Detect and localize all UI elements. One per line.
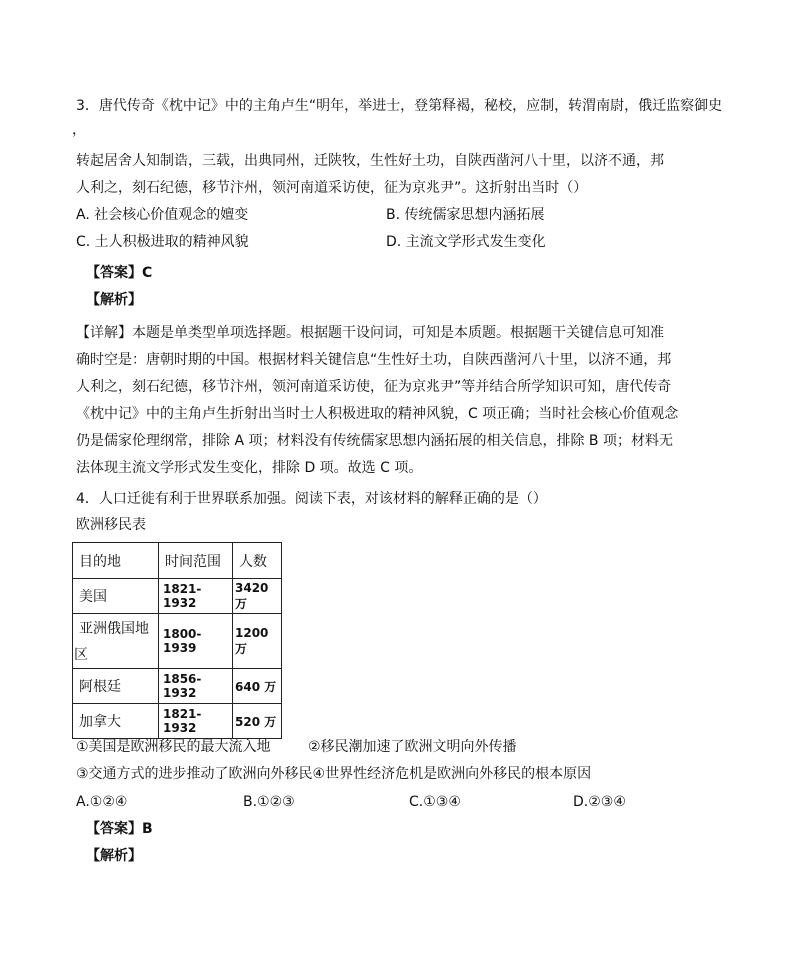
q3-detail-line-1: 【详解】本题是单类型单项选择题。根据题干设问词，可知是本质题。根据题干关键信息可知准 <box>76 325 664 341</box>
cell-destination <box>73 614 159 669</box>
cell-time-range: 1821-1932 <box>159 704 233 739</box>
answer-label: 【答案】 <box>86 821 142 837</box>
cell-destination: 美国 <box>73 579 159 614</box>
q3-option-d: D. 主流文学形式发生变化 <box>386 234 546 250</box>
q4-option-b: B.①②③ <box>243 794 295 810</box>
cell-destination-line-2: 区 <box>74 647 88 663</box>
table-row <box>73 704 282 739</box>
cell-count: 3420 万 <box>233 579 282 614</box>
q3-stem-comma: ， <box>72 122 86 138</box>
q4-analysis-label: 【解析】 <box>86 848 142 864</box>
q3-detail-line-2: 确时空是：唐朝时期的中国。根据材料关键信息“生性好土功，自陕西凿河八十里，以济不通，邦 <box>76 352 672 368</box>
q3-detail-line-4: 《枕中记》中的主角卢生折射出当时士人积极进取的精神风貌，C 项正确；当时社会核心价值观念 <box>76 406 679 422</box>
table-row <box>73 669 282 704</box>
q3-detail-line-6: 法体现主流文学形式发生变化，排除 D 项。故选 C 项。 <box>76 460 423 476</box>
cell-destination: 阿根廷 <box>73 669 159 704</box>
answer-label: 【答案】 <box>86 265 142 281</box>
q4-answer <box>86 820 153 838</box>
q3-option-b: B. 传统儒家思想内涵拓展 <box>386 207 545 223</box>
cell-time-range: 1856-1932 <box>159 669 233 704</box>
q3-detail-line-3: 人利之，刻石纪德，移节汴州，领河南道采访使，征为京兆尹”等并结合所学知识可知，唐代传奇 <box>76 379 672 395</box>
header-destination: 目的地 <box>73 543 159 579</box>
q3-answer <box>86 264 152 282</box>
emigration-table <box>72 542 282 739</box>
header-time-range: 时间范围 <box>159 543 233 579</box>
table-header-row <box>73 543 282 579</box>
q3-detail-line-5: 仍是儒家伦理纲常，排除 A 项；材料没有传统儒家思想内涵拓展的相关信息，排除 B 项；材料无 <box>76 433 673 449</box>
answer-value: B <box>142 821 153 837</box>
q4-option-a: A.①②④ <box>76 794 128 810</box>
q3-stem-line-2: 转起居舍人知制诰，三载，出典同州，迁陕牧，生性好土功，自陕西凿河八十里，以济不通，邦 <box>76 153 664 169</box>
q4-statement-3-4: ③交通方式的进步推动了欧洲向外移民④世界性经济危机是欧洲向外移民的根本原因 <box>76 766 592 782</box>
q3-analysis-label: 【解析】 <box>86 292 142 308</box>
table-row <box>73 579 282 614</box>
cell-time-range: 1800-1939 <box>159 614 233 669</box>
table-title: 欧洲移民表 <box>76 517 146 533</box>
q3-stem-line-3: 人利之，刻石纪德，移节汴州，领河南道采访使，征为京兆尹”。这折射出当时（） <box>76 180 588 196</box>
q4-option-c: C.①③④ <box>409 794 461 810</box>
cell-destination-line-1: 亚洲俄国地 <box>79 621 149 637</box>
q4-statement-2: ②移民潮加速了欧洲文明向外传播 <box>308 739 517 755</box>
q4-stem: 4．人口迁徙有利于世界联系加强。阅读下表，对该材料的解释正确的是（） <box>76 491 547 507</box>
q3-option-a: A. 社会核心价值观念的嬗变 <box>76 207 249 223</box>
q4-statement-1: ①美国是欧洲移民的最大流入地 <box>76 739 271 755</box>
q3-stem-line-1: 3．唐代传奇《枕中记》中的主角卢生“明年，举进士，登第释褐，秘校，应制，转渭南尉，俄迁监察御史 <box>76 98 723 114</box>
answer-value: C <box>142 265 153 281</box>
cell-count: 1200 万 <box>233 614 282 669</box>
table-row <box>73 614 282 669</box>
cell-count: 640 万 <box>233 669 282 704</box>
q3-option-c: C. 土人积极进取的精神风貌 <box>76 234 249 250</box>
cell-destination: 加拿大 <box>73 704 159 739</box>
q4-option-d: D.②③④ <box>573 794 626 810</box>
header-count: 人数 <box>233 543 282 579</box>
cell-count: 520 万 <box>233 704 282 739</box>
cell-time-range: 1821-1932 <box>159 579 233 614</box>
